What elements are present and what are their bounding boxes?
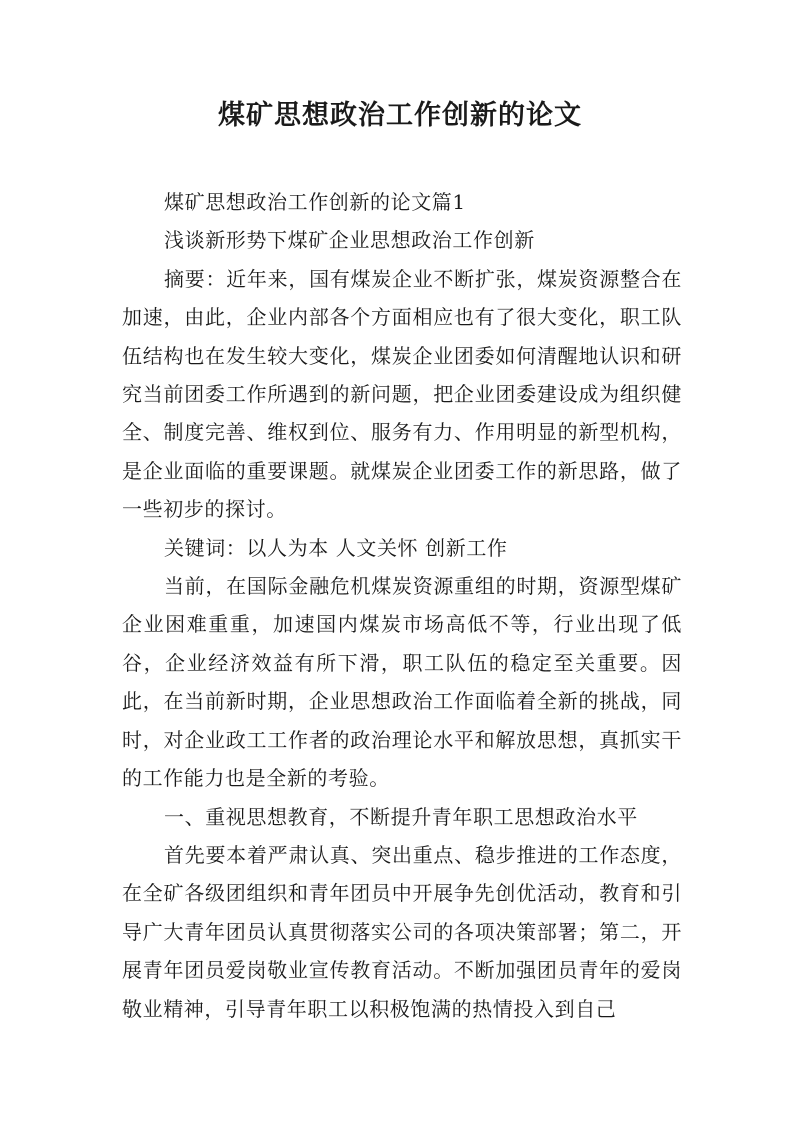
paragraph-subtitle: 浅谈新形势下煤矿企业思想政治工作创新 (164, 228, 535, 253)
paragraph-section-1: 首先要本着严肃认真、突出重点、稳步推进的工作态度，在全矿各级团组织和青年团员中开展争先创优活动，教育和引导广大青年团员认真贯彻落实公司的各项决策部署；第二，开展青年团员爱岗敬业宣传教育活动。不断加强团员青年的爱岗敬业精神，引导青年职工以积极饱满的热情投入到自己 (122, 842, 682, 1021)
paragraph-article-heading: 煤矿思想政治工作创新的论文篇1 (164, 190, 466, 214)
paragraph-keywords: 关键词：以人为本 人文关怀 创新工作 (164, 535, 508, 560)
document-body (122, 183, 682, 1028)
paragraph-introduction: 当前，在国际金融危机煤炭资源重组的时期，资源型煤矿企业困难重重，加速国内煤炭市场高低不等，行业出现了低谷，企业经济效益有所下滑，职工队伍的稳定至关重要。因此，在当前新时期，企业思想政治工作面临着全新的挑战，同时，对企业政工工作者的政治理论水平和解放思想，真抓实干的工作能力也是全新的考验。 (122, 574, 682, 791)
paragraph-abstract: 摘要：近年来，国有煤炭企业不断扩张，煤炭资源整合在加速，由此，企业内部各个方面相应也有了很大变化，职工队伍结构也在发生较大变化，煤炭企业团委如何清醒地认识和研究当前团委工作所遇到的新问题，把企业团委建设成为组织健全、制度完善、维权到位、服务有力、作用明显的新型机构，是企业面临的重要课题。就煤炭企业团委工作的新思路，做了一些初步的探讨。 (122, 266, 682, 522)
document-title: 煤矿思想政治工作创新的论文 (218, 100, 582, 131)
section-heading-1: 一、重视思想教育，不断提升青年职工思想政治水平 (164, 804, 638, 829)
